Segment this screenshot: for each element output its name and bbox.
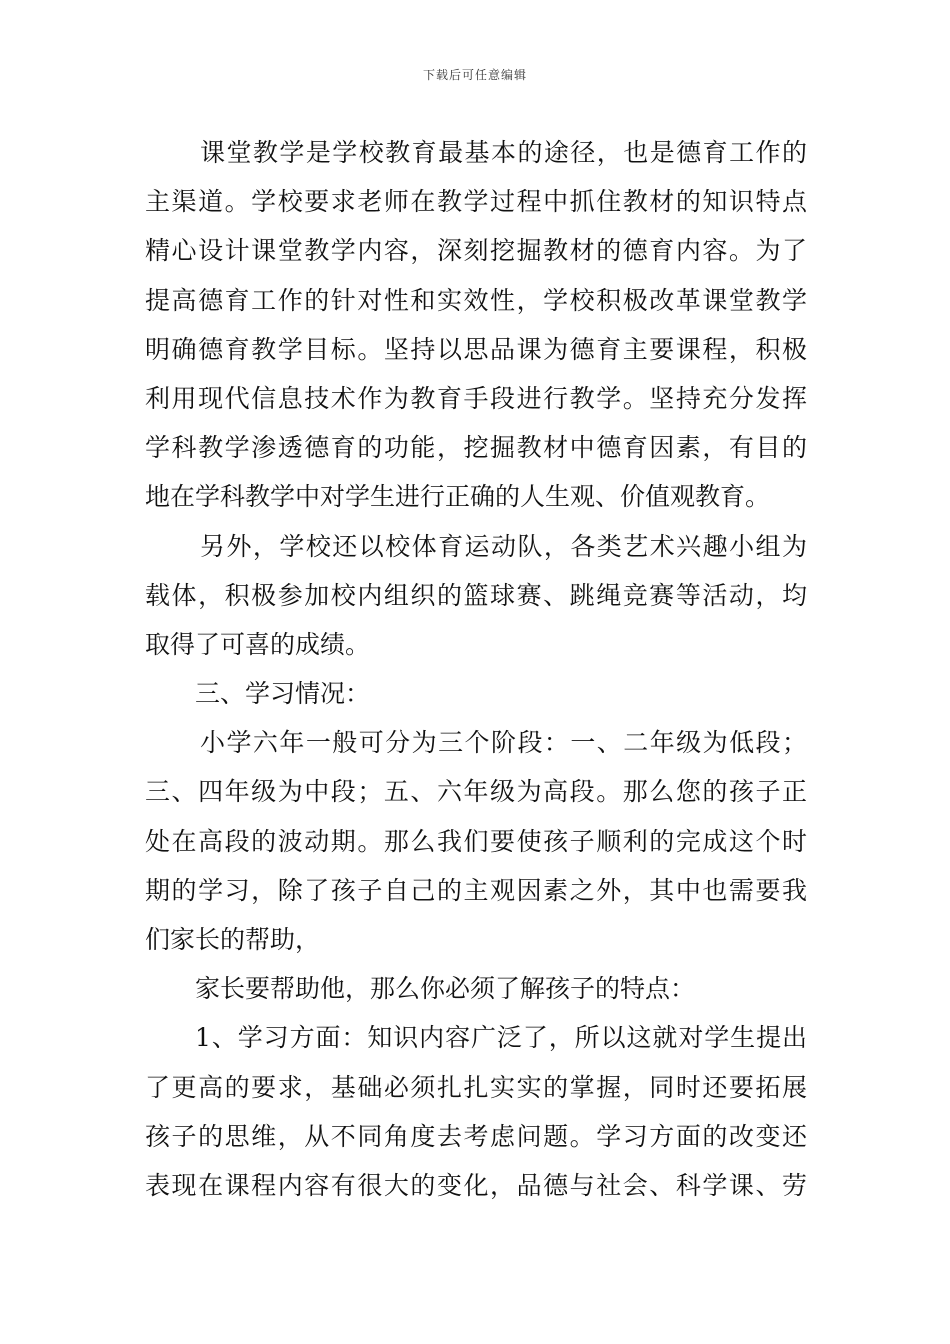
text-line: 三、学习情况： xyxy=(195,679,371,709)
text-line: 三、四年级为中段；五、六年级为高段。那么您的孩子正 xyxy=(145,777,807,807)
document-body xyxy=(145,128,807,1210)
text-line: 家长要帮助他，那么你必须了解孩子的特点： xyxy=(195,974,696,1004)
text-line: 另外，学校还以校体育运动队，各类艺术兴趣小组为 xyxy=(200,531,807,561)
text-line: 期的学习，除了孩子自己的主观因素之外，其中也需要我 xyxy=(145,875,807,905)
text-line: 课堂教学是学校教育最基本的途径，也是德育工作的 xyxy=(200,138,807,167)
text-line: 明确德育教学目标。坚持以思品课为德育主要课程，积极 xyxy=(145,334,807,364)
text-line: 地在学科教学中对学生进行正确的人生观、价值观教育。 xyxy=(145,482,771,512)
text-line: 取得了可喜的成绩。 xyxy=(145,629,371,659)
text-line: 小学六年一般可分为三个阶段：一、二年级为低段； xyxy=(200,728,807,758)
page-header: 下载后可任意编辑 xyxy=(422,68,527,82)
text-line: 精心设计课堂教学内容，深刻挖掘教材的德育内容。为了 xyxy=(145,236,807,266)
text-line: 表现在课程内容有很大的变化，品德与社会、科学课、劳 xyxy=(145,1170,807,1200)
text-line: 提高德育工作的针对性和实效性，学校积极改革课堂教学 xyxy=(145,285,807,315)
text-line: 们家长的帮助， xyxy=(145,925,321,954)
text-line: 孩子的思维，从不同角度去考虑问题。学习方面的改变还 xyxy=(145,1121,807,1151)
text-line: 了更高的要求，基础必须扎扎实实的掌握，同时还要拓展 xyxy=(145,1072,807,1102)
text-line: 载体，积极参加校内组织的篮球赛、跳绳竞赛等活动，均 xyxy=(145,580,807,610)
text-line: 学科教学渗透德育的功能，挖掘教材中德育因素，有目的 xyxy=(145,433,807,463)
text-line: 利用现代信息技术作为教育手段进行教学。坚持充分发挥 xyxy=(145,383,807,413)
text-line: 1、学习方面：知识内容广泛了，所以这就对学生提出 xyxy=(195,1023,807,1053)
text-line: 处在高段的波动期。那么我们要使孩子顺利的完成这个时 xyxy=(145,826,807,856)
text-line: 主渠道。学校要求老师在教学过程中抓住教材的知识特点 xyxy=(145,187,807,217)
